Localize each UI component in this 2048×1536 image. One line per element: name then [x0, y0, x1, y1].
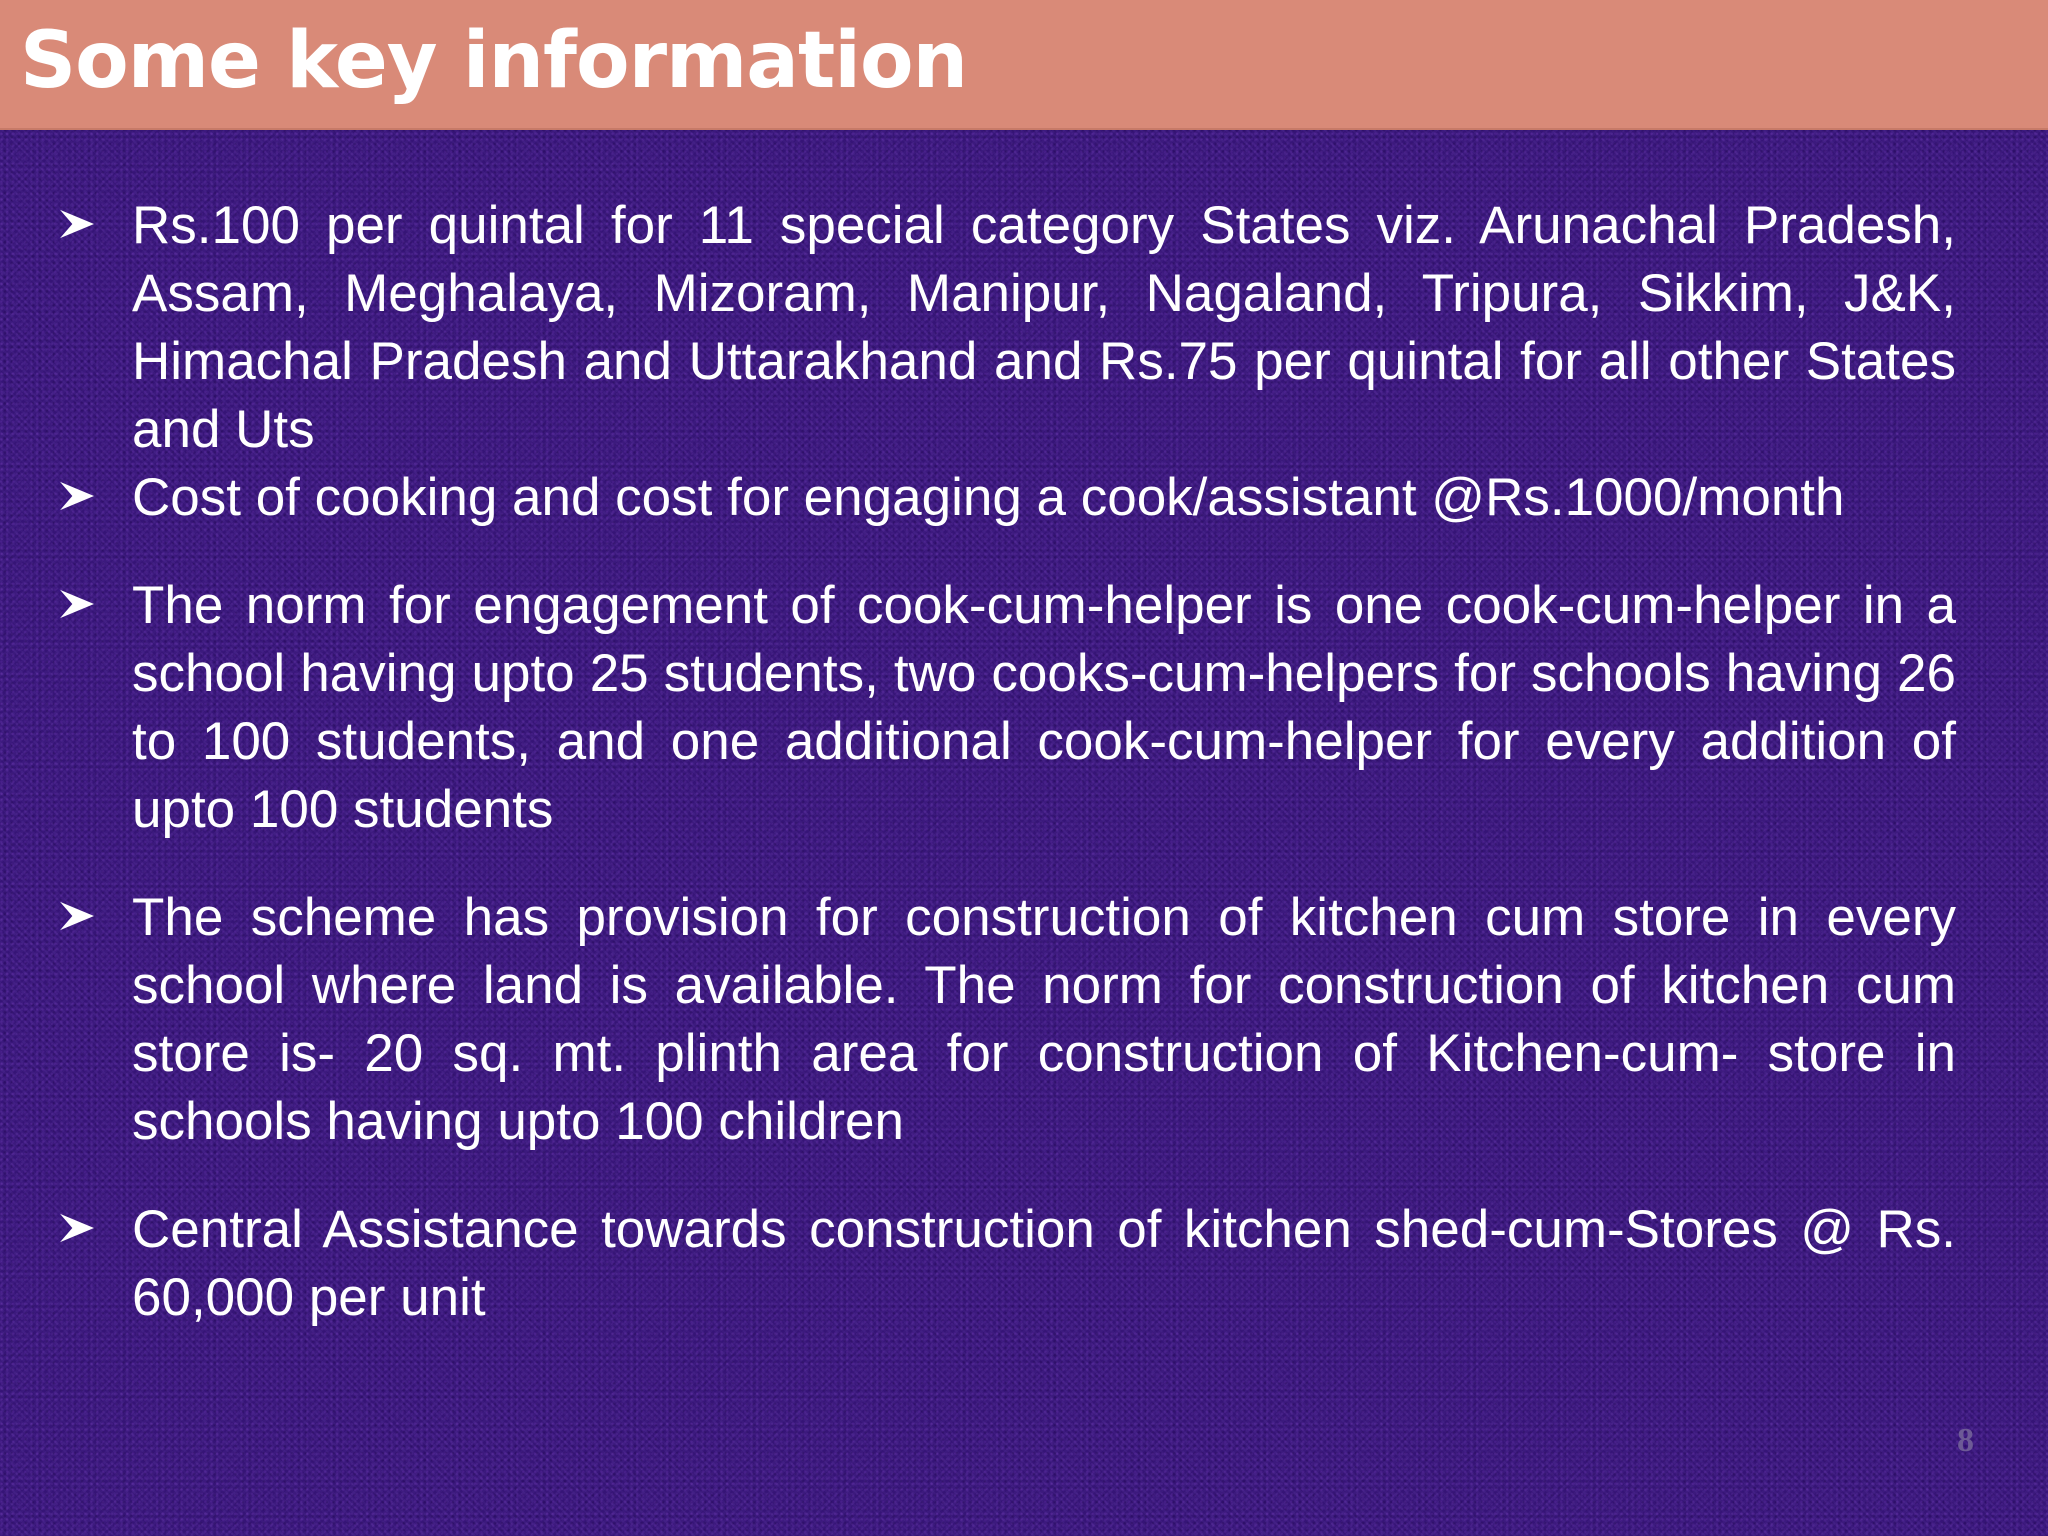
bullet-list — [56, 192, 1956, 1332]
bullet-text: The scheme has provision for construction of kitchen cum store in every school where land is available. The norm for construction of kitchen cum store is- 20 sq. mt. plinth area for construction of Kitchen-cum- store in schools having upto 100 children — [132, 888, 1956, 1151]
arrowhead-bullet-icon — [56, 584, 96, 624]
bullet-text: Central Assistance towards construction of kitchen shed-cum-Stores @ Rs. 60,000 per unit — [132, 1200, 1956, 1327]
page-number: 8 — [1957, 1422, 1974, 1459]
slide-title: Some key information — [20, 16, 968, 106]
arrowhead-bullet-icon — [56, 896, 96, 936]
bullet-item — [56, 1196, 1956, 1332]
arrowhead-bullet-icon — [56, 204, 96, 244]
bullet-text: Rs.100 per quintal for 11 special category States viz. Arunachal Pradesh, Assam, Meghalaya, Mizoram, Manipur, Nagaland, Tripura, Sikkim, J&K, Himachal Pradesh and Uttarakhand and Rs.75 per quintal for all other States and Uts — [132, 196, 1956, 459]
bullet-item — [56, 884, 1956, 1156]
bullet-text: The norm for engagement of cook-cum-helper is one cook-cum-helper in a school having upto 25 students, two cooks-cum-helpers for schools having 26 to 100 students, and one additional cook-cum-helper for every addition of upto 100 students — [132, 576, 1956, 839]
title-bar — [0, 0, 2048, 130]
bullet-item — [56, 464, 1956, 532]
bullet-text: Cost of cooking and cost for engaging a cook/assistant @Rs.1000/month — [132, 468, 1845, 527]
arrowhead-bullet-icon — [56, 1208, 96, 1248]
bullet-item — [56, 572, 1956, 844]
arrowhead-bullet-icon — [56, 476, 96, 516]
bullet-item — [56, 192, 1956, 464]
